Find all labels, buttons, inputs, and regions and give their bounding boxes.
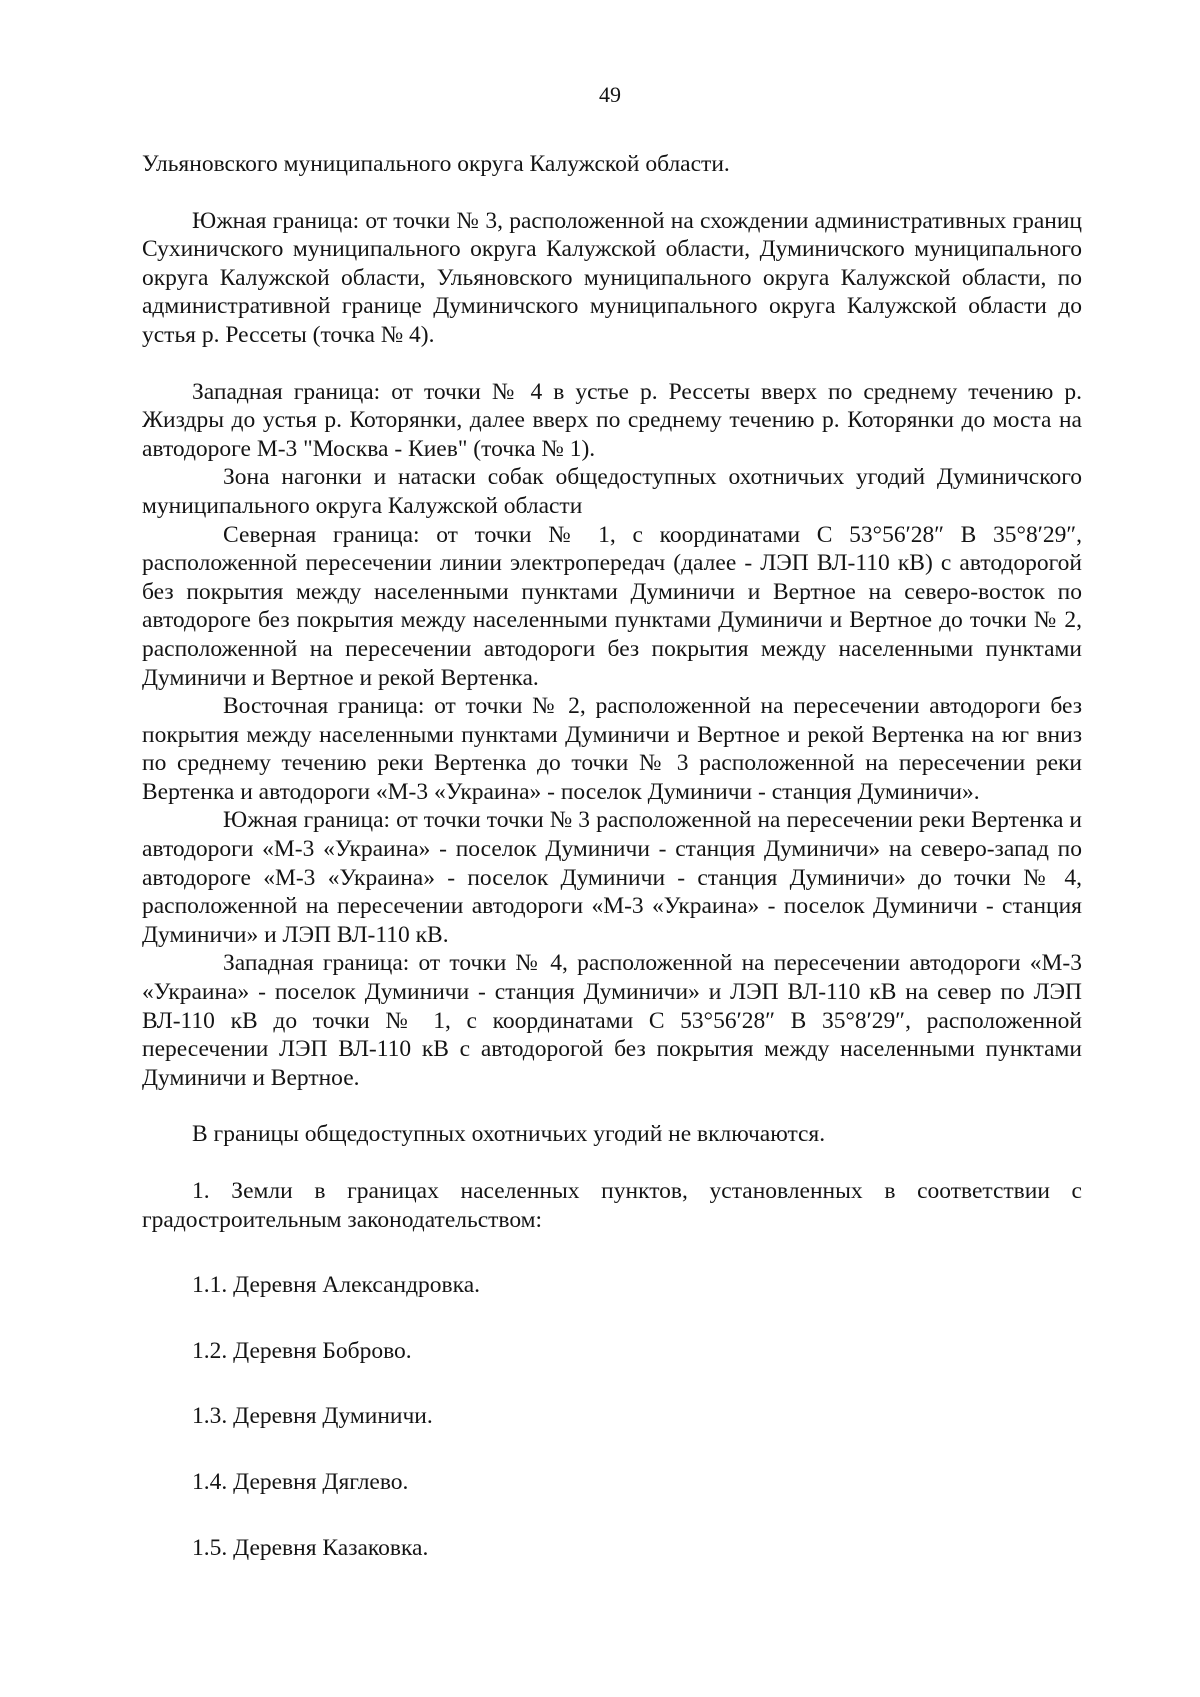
settlement-list — [142, 1271, 1082, 1562]
paragraph-zone-heading: Зона нагонки и натаски собак общедоступных охотничьих угодий Думиничского муниципального округа Калужской области — [142, 464, 1082, 519]
paragraph-zone-north-boundary: Северная граница: от точки № 1, с координатами С 53°56′28″ В 35°8′29″, расположенной пересечении линии электропередач (далее - ЛЭП ВЛ-110 кВ) с автодорогой без покрытия между населенными пунктами Думиничи и Вертное на северо-восток по автодороге без покрытия между населенными пунктами Думиничи и Вертное до точки № 2, расположенной на пересечении автодороги без покрытия между населенными пунктами Думиничи и Вертное и рекой Вертенка. — [142, 521, 1082, 691]
paragraph-exclusions: В границы общедоступных охотничьих угодий не включаются. — [192, 1121, 826, 1148]
list-item: 1.3. Деревня Думиничи. — [192, 1403, 433, 1430]
paragraph-zone-south-boundary: Южная граница: от точки точки № 3 расположенной на пересечении реки Вертенка и автодороги «М-3 «Украина» - поселок Думиничи - станция Думиничи» на северо-запад по автодороге «М-3 «Украина» - поселок Думиничи - станция Думиничи» до точки № 4, расположенной на пересечении автодороги «М-3 «Украина» - поселок Думиничи - станция Думиничи» и ЛЭП ВЛ-110 кВ. — [142, 807, 1082, 948]
document-body — [142, 150, 1082, 1562]
list-item: 1.1. Деревня Александровка. — [192, 1272, 481, 1299]
paragraph-zone-west-boundary: Западная граница: от точки № 4, расположенной на пересечении автодороги «М-3 «Украина» - поселок Думиничи - станция Думиничи» и ЛЭП ВЛ-110 кВ на север по ЛЭП ВЛ-110 кВ до точки № 1, с координатами С 53°56′28″ В 35°8′29″, расположенной пересечении ЛЭП ВЛ-110 кВ с автодорогой без покрытия между населенными пунктами Думиничи и Вертное. — [142, 950, 1082, 1091]
list-item: 1.4. Деревня Дяглево. — [192, 1468, 409, 1495]
list-item: 1.5. Деревня Казаковка. — [192, 1534, 429, 1561]
paragraph-continuation: Ульяновского муниципального округа Калужской области. — [142, 151, 730, 177]
list-item: 1.2. Деревня Боброво. — [192, 1337, 412, 1364]
paragraph-south-boundary: Южная граница: от точки № 3, расположенной на схождении административных границ Сухиничского муниципального округа Калужской области, Думиничского муниципального округа Калужской области, Ульяновского муниципального округа Калужской области, по административной границе Думиничского муниципального округа Калужской области до устья р. Рессеты (точка № 4). — [142, 207, 1082, 348]
paragraph-settlement-lands: 1. Земли в границах населенных пунктов, установленных в соответствии с градостроительным законодательством: — [142, 1178, 1082, 1233]
paragraph-zone-east-boundary: Восточная граница: от точки № 2, расположенной на пересечении автодороги без покрытия между населенными пунктами Думиничи и Вертное и рекой Вертенка на юг вниз по среднему течению реки Вертенка до точки № 3 расположенной на пересечении реки Вертенка и автодороги «М-3 «Украина» - поселок Думиничи - станция Думиничи». — [142, 693, 1082, 805]
paragraph-west-boundary: Западная граница: от точки № 4 в устье р. Рессеты вверх по среднему течению р. Жиздры до устья р. Которянки, далее вверх по среднему течению р. Которянки до моста на автодороге М-3 "Москва - Киев" (точка № 1). — [142, 378, 1082, 462]
page-number: 49 — [599, 82, 621, 107]
